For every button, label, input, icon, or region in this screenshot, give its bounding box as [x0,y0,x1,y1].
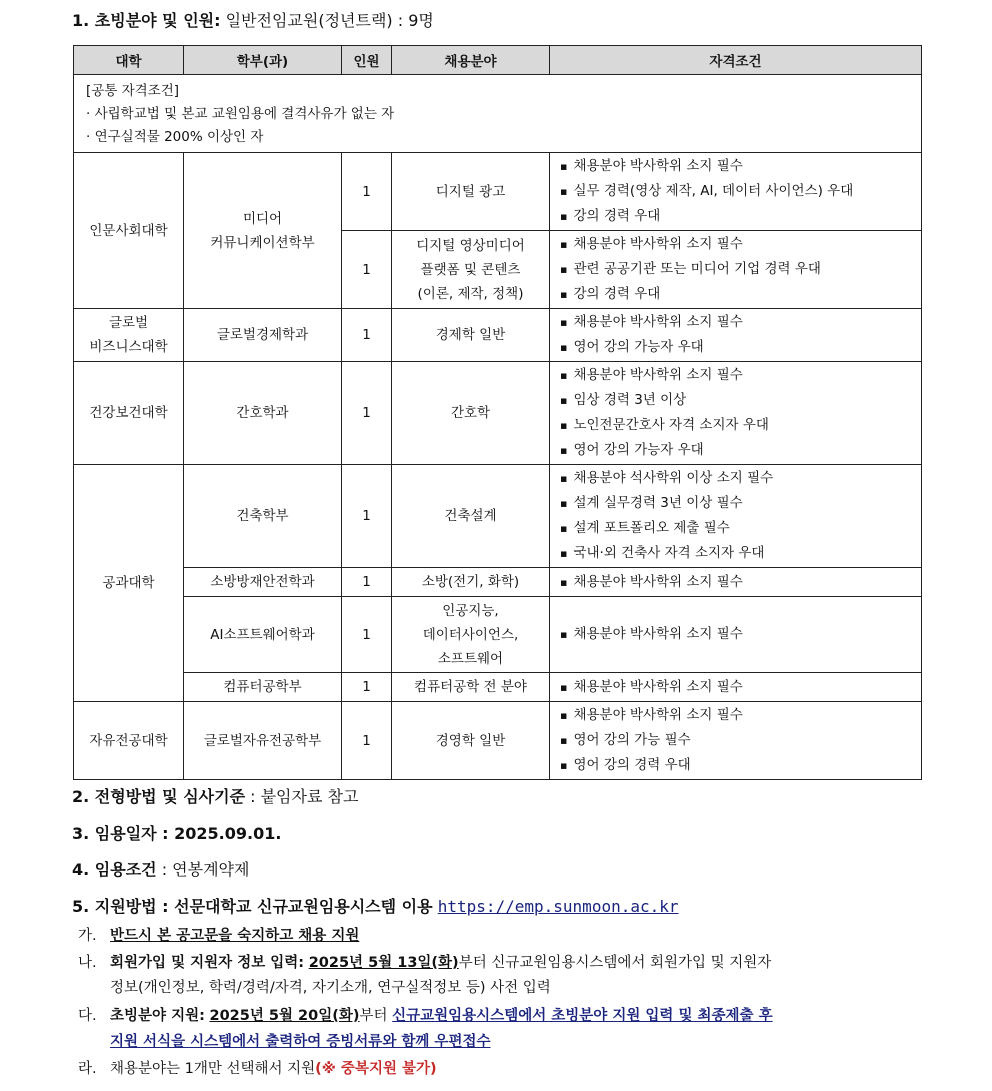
count-cell: 1 [342,309,392,362]
header-college: 대학 [74,46,184,75]
count-cell: 1 [342,465,392,568]
field-cell: 경제학 일반 [392,309,550,362]
field-cell: 간호학 [392,362,550,465]
header-count: 인원 [342,46,392,75]
count-cell: 1 [342,673,392,702]
requirements-cell: ▪ 채용분야 박사학위 소지 필수 ▪ 영어 강의 가능 필수 ▪ 영어 강의 경력 우대 [550,702,922,780]
dept-cell: AI소프트웨어학과 [184,597,342,673]
header-requirements: 자격조건 [550,46,922,75]
table-row [74,568,922,597]
requirements-cell: ▪ 채용분야 박사학위 소지 필수 ▪ 실무 경력(영상 제작, AI, 데이터 사이언스) 우대 ▪ 강의 경력 우대 [550,153,922,231]
table-row [74,673,922,702]
count-cell: 1 [342,231,392,309]
section-5-heading: 5. 지원방법 : 선문대학교 신규교원임용시스템 이용 https://emp.sunmoon.ac.kr [72,897,679,916]
section-3-heading: 3. 임용일자 : 2025.09.01. [72,824,282,843]
requirements-cell: ▪ 채용분야 박사학위 소지 필수 ▪ 관련 공공기관 또는 미디어 기업 경력 우대 ▪ 강의 경력 우대 [550,231,922,309]
count-cell: 1 [342,568,392,597]
field-cell: 경영학 일반 [392,702,550,780]
dept-cell: 간호학과 [184,362,342,465]
field-cell: 디지털 광고 [392,153,550,231]
requirements-cell: ▪ 채용분야 박사학위 소지 필수 [550,673,922,702]
table-row [74,309,922,362]
dept-cell: 건축학부 [184,465,342,568]
step-na-line2: 정보(개인정보, 학력/경력/자격, 자기소개, 연구실적정보 등) 사전 입력 [110,980,551,996]
field-cell: 디지털 영상미디어 플랫폼 및 콘텐츠 (이론, 제작, 정책) [392,231,550,309]
field-cell: 인공지능, 데이터사이언스, 소프트웨어 [392,597,550,673]
table-row [74,702,922,780]
step-na: 나. 회원가입 및 지원자 정보 입력: 2025년 5월 13일(화)부터 신규교원임용시스템에서 회원가입 및 지원자 [78,955,772,971]
dept-cell: 소방방재안전학과 [184,568,342,597]
table-row [74,153,922,231]
field-cell: 컴퓨터공학 전 분야 [392,673,550,702]
college-cell: 인문사회대학 [74,153,184,309]
requirements-cell: ▪ 채용분야 박사학위 소지 필수 [550,597,922,673]
section-4-heading: 4. 임용조건 : 연봉계약제 [72,860,250,879]
count-cell: 1 [342,153,392,231]
requirements-cell: ▪ 채용분야 박사학위 소지 필수 ▪ 영어 강의 가능자 우대 [550,309,922,362]
section-1-heading: 1. 초빙분야 및 인원: 일반전임교원(정년트랙) : 9명 [72,11,434,30]
count-cell: 1 [342,702,392,780]
requirements-cell: ▪ 채용분야 박사학위 소지 필수 [550,568,922,597]
count-cell: 1 [342,362,392,465]
common-requirements-row: [공통 자격조건] · 사립학교법 및 본교 교원임용에 결격사유가 없는 자 · 연구실적물 200% 이상인 자 [74,75,922,153]
table-row [74,465,922,568]
dept-cell: 글로벌자유전공학부 [184,702,342,780]
header-field: 채용분야 [392,46,550,75]
application-system-link[interactable]: https://emp.sunmoon.ac.kr [437,897,679,916]
step-ga: 가. 반드시 본 공고문을 숙지하고 채용 지원 [78,928,360,944]
dept-cell: 글로벌경제학과 [184,309,342,362]
college-cell: 건강보건대학 [74,362,184,465]
college-cell: 글로벌 비즈니스대학 [74,309,184,362]
header-dept: 학부(과) [184,46,342,75]
requirements-cell: ▪ 채용분야 석사학위 이상 소지 필수 ▪ 설계 실무경력 3년 이상 필수 ▪ 설계 포트폴리오 제출 필수 ▪ 국내·외 건축사 자격 소지자 우대 [550,465,922,568]
dept-cell: 미디어 커뮤니케이션학부 [184,153,342,309]
step-da-line2: 지원 서식을 시스템에서 출력하여 증빙서류와 함께 우편접수 [110,1034,491,1050]
college-cell: 자유전공대학 [74,702,184,780]
recruitment-table [73,45,922,780]
field-cell: 건축설계 [392,465,550,568]
dept-cell: 컴퓨터공학부 [184,673,342,702]
step-ra: 라. 채용분야는 1개만 선택해서 지원(※ 중복지원 불가) [78,1061,437,1077]
table-header-row [74,46,922,75]
table-row [74,597,922,673]
college-cell: 공과대학 [74,465,184,702]
section-2-heading: 2. 전형방법 및 심사기준 : 붙임자료 참고 [72,787,359,806]
step-da: 다. 초빙분야 지원: 2025년 5월 20일(화)부터 신규교원임용시스템에서 초빙분야 지원 입력 및 최종제출 후 [78,1008,773,1024]
table-row [74,362,922,465]
requirements-cell: ▪ 채용분야 박사학위 소지 필수 ▪ 임상 경력 3년 이상 ▪ 노인전문간호사 자격 소지자 우대 ▪ 영어 강의 가능자 우대 [550,362,922,465]
count-cell: 1 [342,597,392,673]
field-cell: 소방(전기, 화학) [392,568,550,597]
